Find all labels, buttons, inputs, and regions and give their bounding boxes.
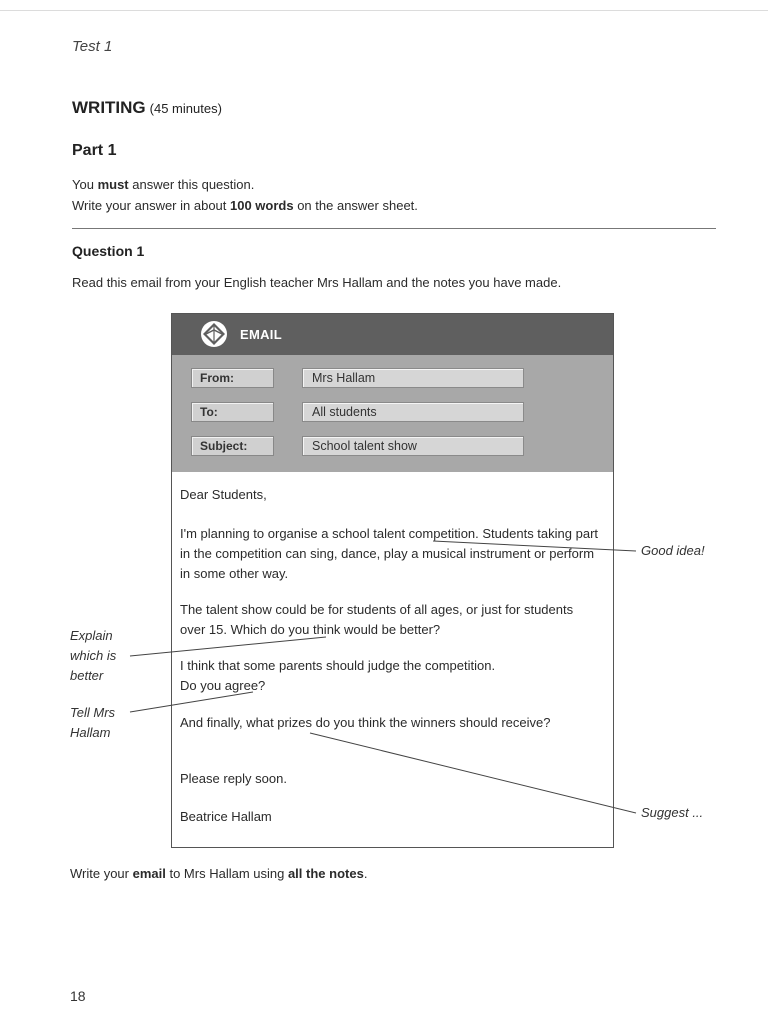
instruction-line-2: Write your answer in about 100 words on the answer sheet. — [72, 198, 418, 213]
note-explain: Explain which is better — [70, 628, 117, 683]
email-paragraph-5: Please reply soon. — [180, 771, 287, 786]
to-field: All students — [302, 402, 524, 422]
part-title: Part 1 — [72, 142, 117, 159]
running-head: Test 1 — [72, 38, 113, 55]
note-suggest: Suggest ... — [641, 805, 704, 820]
instruction-line-1: You must answer this question. — [72, 177, 255, 192]
page-number: 18 — [70, 988, 86, 1004]
to-label: To: — [191, 402, 274, 422]
closing-instruction: Write your email to Mrs Hallam using all the notes. — [70, 866, 368, 881]
from-field: Mrs Hallam — [302, 368, 524, 388]
note-tell: Tell Mrs Hallam — [70, 705, 116, 740]
email-paragraph-1: I'm planning to organise a school talent competition. Students taking part in the competition can sing, dance, play a musical instrument or perform in some other way. — [180, 526, 599, 581]
email-paragraph-2: The talent show could be for students of all ages, or just for students over 15. Which do you think would be better? — [180, 602, 574, 637]
top-rule — [0, 10, 768, 11]
email-fields — [172, 355, 613, 472]
question-intro: Read this email from your English teacher Mrs Hallam and the notes you have made. — [72, 275, 562, 290]
email-envelope-icon — [200, 320, 228, 348]
from-label: From: — [191, 368, 274, 388]
email-signature: Beatrice Hallam — [180, 809, 272, 824]
email-header — [172, 314, 613, 355]
question-title: Question 1 — [72, 243, 145, 259]
subject-field: School talent show — [302, 436, 524, 456]
email-paragraph-4: And finally, what prizes do you think the winners should receive? — [180, 715, 551, 730]
divider — [72, 228, 716, 229]
email-paragraph-3-line-2: Do you agree? — [180, 678, 266, 693]
section-duration: (45 minutes) — [149, 101, 222, 116]
email-greeting: Dear Students, — [180, 487, 267, 502]
section-title — [72, 98, 222, 118]
email-paragraph-3-line-1: I think that some parents should judge the competition. — [180, 658, 496, 673]
note-good-idea: Good idea! — [641, 543, 705, 558]
section-title-text: WRITING — [72, 98, 146, 117]
email-header-label: EMAIL — [240, 327, 282, 342]
email-card — [171, 313, 614, 848]
subject-label: Subject: — [191, 436, 274, 456]
